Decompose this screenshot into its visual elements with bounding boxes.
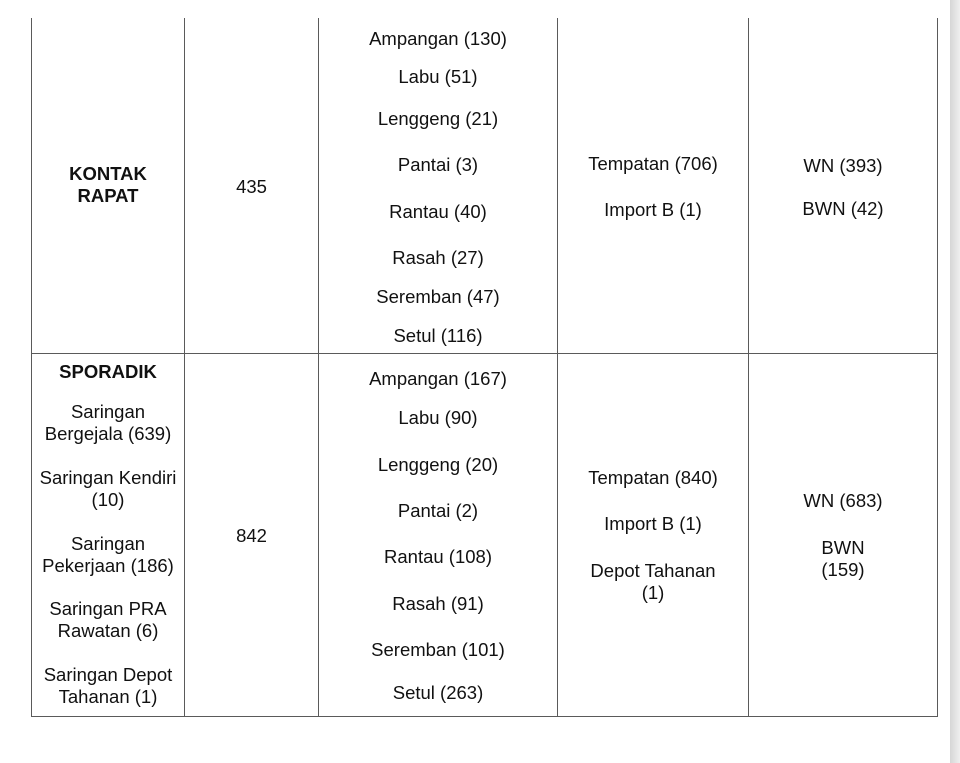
list-item: Import B (1)	[604, 513, 702, 534]
list-item: BWN (42)	[802, 198, 884, 219]
table-bottom-border	[31, 716, 938, 717]
list-item: Ampangan (167)	[369, 368, 507, 389]
table-border	[937, 18, 938, 717]
page-edge	[950, 0, 960, 763]
list-item: Saringan PRA Rawatan (6)	[49, 598, 167, 641]
total-cell	[185, 525, 318, 547]
list-item: Setul (116)	[393, 325, 483, 346]
list-item: Saringan Kendiri (10)	[39, 467, 177, 510]
table-border	[557, 18, 558, 717]
list-item: Saringan Pekerjaan (186)	[42, 533, 174, 576]
list-item: Rasah (27)	[392, 247, 484, 268]
list-item: Saringan Depot Tahanan (1)	[43, 664, 173, 707]
list-item: Ampangan (130)	[369, 28, 507, 49]
list-item: Seremban (47)	[376, 286, 500, 307]
total-value: 435	[236, 176, 267, 197]
list-item: Rantau (108)	[384, 546, 492, 567]
row-divider	[31, 353, 938, 354]
list-item: Depot Tahanan (1)	[590, 560, 716, 603]
category-label: SPORADIK	[59, 361, 157, 382]
list-item: Labu (51)	[398, 66, 478, 87]
list-item: Pantai (3)	[397, 154, 479, 175]
total-value: 842	[236, 525, 267, 546]
table-border	[184, 18, 185, 717]
list-item: BWN (159)	[821, 537, 865, 580]
list-item: Tempatan (706)	[588, 153, 718, 174]
category-cell	[32, 162, 184, 208]
list-item: WN (393)	[803, 155, 883, 176]
category-label: KONTAK RAPAT	[69, 163, 147, 206]
list-item: Seremban (101)	[371, 639, 505, 660]
list-item: WN (683)	[803, 490, 883, 511]
list-item: Import B (1)	[604, 199, 702, 220]
list-item: Lenggeng (20)	[377, 454, 499, 475]
list-item: Pantai (2)	[397, 500, 479, 521]
list-item: Setul (263)	[392, 682, 484, 703]
list-item: Rantau (40)	[389, 201, 487, 222]
list-item: Saringan Bergejala (639)	[44, 401, 172, 444]
list-item: Rasah (91)	[392, 593, 484, 614]
list-item: Labu (90)	[398, 407, 478, 428]
total-cell	[185, 176, 318, 198]
table-border	[748, 18, 749, 717]
list-item: Tempatan (840)	[588, 467, 718, 488]
list-item: Lenggeng (21)	[377, 108, 499, 129]
